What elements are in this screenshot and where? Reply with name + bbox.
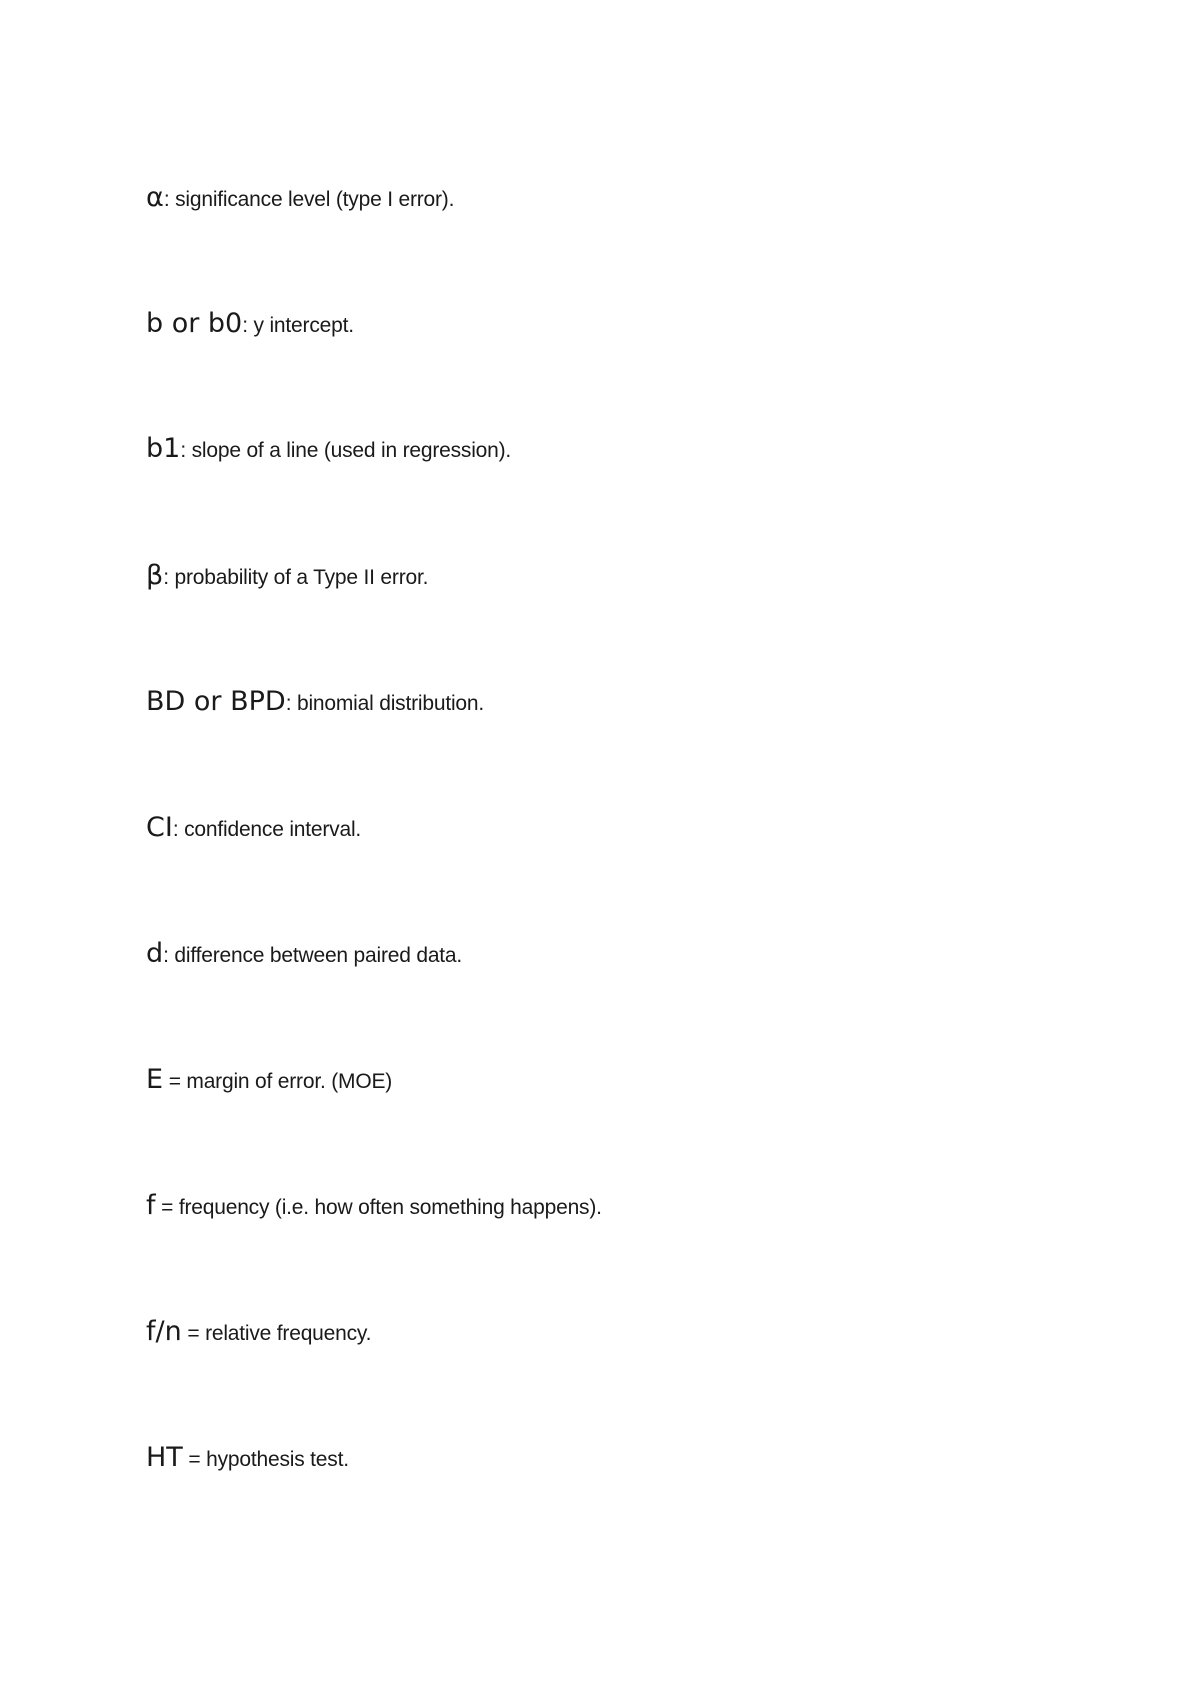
- entry-term: CI: [146, 812, 173, 843]
- entry-definition: relative frequency.: [205, 1322, 372, 1345]
- entry-term: E: [146, 1064, 164, 1095]
- entry-definition: probability of a Type II error.: [174, 566, 429, 589]
- entry-definition: hypothesis test.: [206, 1448, 349, 1471]
- glossary-entry-d: [146, 940, 462, 967]
- entry-separator: =: [182, 1448, 207, 1471]
- entry-separator: :: [163, 944, 175, 967]
- glossary-entry-beta: [146, 562, 428, 589]
- glossary-entry-bd: [146, 688, 484, 715]
- entry-separator: :: [163, 188, 176, 211]
- entry-term: f/n: [146, 1316, 182, 1347]
- glossary-entry-f: [146, 1192, 602, 1219]
- glossary-entry-ht: [146, 1444, 349, 1471]
- glossary-entry-fn: [146, 1318, 371, 1345]
- entry-definition: confidence interval.: [184, 818, 362, 841]
- entry-definition: slope of a line (used in regression).: [191, 439, 512, 462]
- entry-term: HT: [146, 1442, 183, 1473]
- glossary-entry-alpha: [146, 184, 454, 211]
- entry-separator: =: [155, 1196, 179, 1219]
- entry-term: d: [146, 938, 164, 969]
- entry-term: BD or BPD: [146, 686, 286, 717]
- entry-definition: difference between paired data.: [174, 944, 463, 967]
- entry-term: f: [146, 1190, 156, 1221]
- glossary-entry-e: [146, 1066, 392, 1093]
- entry-separator: =: [163, 1070, 187, 1093]
- entry-term: b or b0: [146, 308, 243, 339]
- entry-separator: :: [163, 566, 175, 589]
- entry-definition: y intercept.: [253, 314, 354, 337]
- entry-term: α: [146, 182, 164, 213]
- glossary-entry-b1: [146, 435, 511, 462]
- entry-term: β: [146, 560, 164, 591]
- entry-separator: :: [180, 439, 192, 462]
- entry-definition: frequency (i.e. how often something happens).: [178, 1196, 602, 1219]
- entry-separator: :: [172, 818, 185, 841]
- entry-separator: =: [181, 1322, 206, 1345]
- entry-definition: margin of error. (MOE): [186, 1070, 393, 1093]
- entry-term: b1: [146, 433, 181, 464]
- entry-definition: binomial distribution.: [296, 692, 485, 715]
- entry-separator: :: [242, 314, 254, 337]
- entry-separator: :: [285, 692, 297, 715]
- glossary-entry-b0: [146, 310, 354, 337]
- glossary-entry-ci: [146, 814, 361, 841]
- entry-definition: significance level (type I error).: [175, 188, 455, 211]
